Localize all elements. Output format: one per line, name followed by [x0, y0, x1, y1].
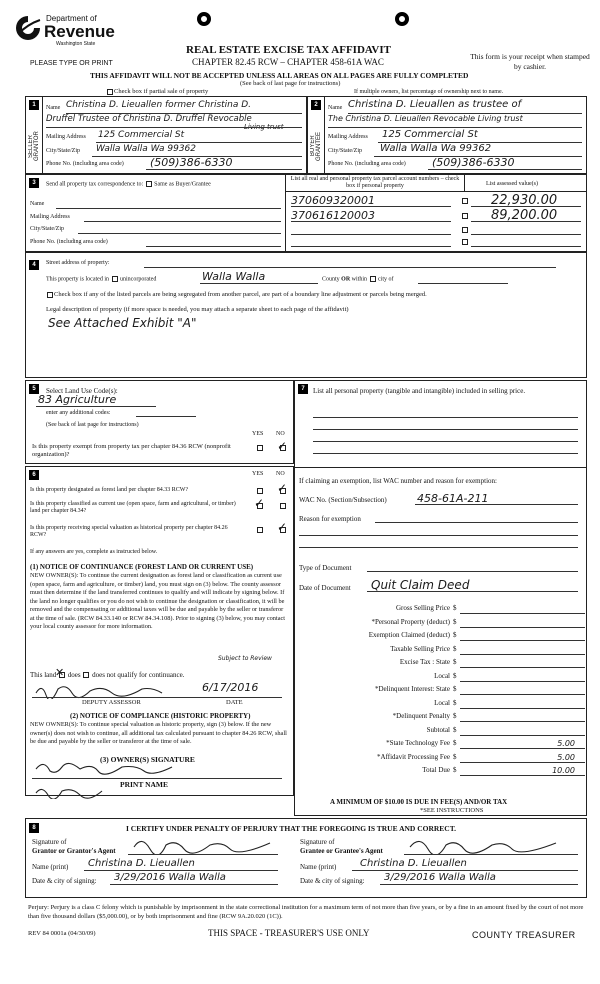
fee-dollar-sign: $ — [453, 752, 457, 761]
fee-value[interactable]: 5.00 — [557, 739, 575, 748]
fee-label: *Personal Property (deduct) — [371, 617, 450, 626]
treasurer-space-label: THIS SPACE - TREASURER'S USE ONLY — [208, 928, 370, 938]
section-8-certification — [25, 818, 587, 898]
street-address-label: Street address of property: — [46, 260, 110, 266]
buyer-city-label: City/State/Zip — [328, 148, 362, 154]
seller-mailing-label: Mailing Address — [46, 134, 86, 140]
section-7-number: 7 — [298, 384, 308, 394]
grantor-name-label: Name (print) — [32, 863, 69, 871]
fee-line — [460, 627, 585, 628]
owner-print-name-scribble — [32, 785, 112, 799]
county-value[interactable]: Walla Walla — [202, 270, 266, 283]
dor-logo — [14, 12, 154, 50]
buyer-name-label: Name — [328, 105, 343, 111]
fee-line — [460, 735, 585, 736]
exemption-label: If claiming an exemption, list WAC number and reason for exemption: — [299, 477, 497, 485]
fee-label: *State Technology Fee — [386, 739, 450, 747]
section-4-number: 4 — [29, 260, 39, 270]
personal-property-label: List all personal property (tangible and intangible) included in selling price. — [313, 387, 526, 395]
assessor-date-value[interactable]: 6/17/2016 — [202, 681, 259, 694]
fee-dollar-sign: $ — [453, 698, 457, 707]
buyer-mailing-label: Mailing Address — [328, 134, 368, 140]
receipt-note: This form is your receipt when stamped by cashier. — [470, 52, 590, 71]
exempt-question: Is this property exempt from property tax per chapter 84.36 RCW (nonprofit organization)? — [32, 443, 231, 458]
historic-no-check-mark: ✓ — [277, 520, 288, 534]
parcel-header: List all real and personal property tax parcel account numbers – check box if personal property — [290, 176, 460, 189]
parcel-assessed-value[interactable]: 89,200.00 — [491, 208, 558, 223]
grantee-sig-label2: Grantee or Grantee's Agent — [300, 847, 383, 855]
partial-sale-label: Check box if partial sale of property — [114, 88, 209, 95]
does-not-qualify-checkbox[interactable] — [83, 672, 89, 678]
section-5-number: 5 — [29, 384, 39, 394]
reason-label: Reason for exemption — [299, 515, 361, 523]
notice1-text: NEW OWNER(S): To continue the current designation as forest land or classification as current use (open space, farm and agriculture, or timber) land, you must sign on (3) below. The county assessor must then determine if the land transferred continues to qualify and will indicate by signing below. If the land no longer qualifies or you do not wish to continue the designation or classification, it will be removed and the compensating or additional taxes will be due and payable by the seller or transferor at the time of sale. (RCW 84.33.140 or RCW 84.34.108). Prior to signing (3) below, you may contact your local county assessor for more information. — [30, 572, 286, 630]
grantor-signature — [130, 835, 280, 855]
corr-mailing-label: Mailing Address — [30, 214, 70, 220]
fee-label: Taxable Selling Price — [390, 644, 450, 653]
fee-dollar-sign: $ — [453, 766, 457, 774]
buyer-phone-value[interactable]: (509)386-6330 — [432, 156, 515, 169]
land-qualify-row — [30, 671, 184, 679]
seller-city-label: City/State/Zip — [46, 148, 80, 154]
county-treasurer-label: COUNTY TREASURER — [472, 930, 576, 940]
assessor-label: DEPUTY ASSESSOR — [82, 699, 141, 706]
does-label: does — [67, 671, 81, 679]
form-title: REAL ESTATE EXCISE TAX AFFIDAVIT — [186, 44, 391, 56]
historic-yes-checkbox[interactable] — [257, 527, 263, 533]
grantor-name-value[interactable]: Christina D. Lieuallen — [88, 858, 195, 869]
grantor-sig-label1: Signature of — [32, 838, 67, 846]
does-qualify-x-mark: ✕ — [55, 666, 65, 679]
fee-label: Local — [434, 698, 450, 707]
same-as-buyer-label: Same as Buyer/Grantee — [154, 181, 211, 188]
fee-row — [300, 658, 585, 669]
land-use-see-back: (See back of last page for instructions) — [46, 422, 139, 428]
fee-label: Excise Tax : State — [399, 658, 450, 666]
grantee-sig-label1: Signature of — [300, 838, 335, 846]
fee-row — [300, 699, 585, 710]
section-2-number: 2 — [311, 100, 321, 110]
wac-label: WAC No. (Section/Subsection) — [299, 496, 387, 504]
fee-dollar-sign: $ — [453, 685, 457, 693]
land-use-value[interactable]: 83 Agriculture — [38, 393, 117, 406]
fee-row — [300, 604, 585, 615]
fee-line — [460, 708, 585, 709]
seller-side-label: SELLER GRANTOR — [28, 131, 40, 161]
print-name-label: PRINT NAME — [120, 780, 168, 789]
grantee-name-label: Name (print) — [300, 863, 337, 871]
seller-phone-label: Phone No. (including area code) — [46, 161, 124, 167]
form-warning: THIS AFFIDAVIT WILL NOT BE ACCEPTED UNLESS ALL AREAS ON ALL PAGES ARE FULLY COMPLETED — [90, 71, 469, 80]
fee-dollar-sign: $ — [453, 644, 457, 653]
parcel-row — [291, 194, 581, 208]
parcel-row-empty — [291, 224, 581, 236]
grantee-date-city-label: Date & city of signing: — [300, 877, 365, 885]
fee-row — [300, 739, 585, 750]
fee-label: *Delinquent Interest: State — [374, 685, 450, 693]
county-label: County — [322, 276, 340, 283]
buyer-name-line2[interactable]: The Christina D. Lieuallen Revocable Living trust — [328, 114, 523, 123]
grantee-name-value[interactable]: Christina D. Lieuallen — [360, 858, 467, 869]
personal-property-checkbox[interactable] — [462, 239, 468, 245]
forest-yes-checkbox[interactable] — [257, 488, 263, 494]
doc-type-label: Type of Document — [299, 564, 352, 572]
fee-line — [460, 694, 585, 695]
buyer-side-label: BUYER GRANTEE — [310, 131, 322, 161]
grantee-signature — [406, 835, 566, 855]
form-chapter: CHAPTER 82.45 RCW – CHAPTER 458-61A WAC — [192, 57, 384, 67]
section-4-property — [25, 252, 587, 378]
section-8-number: 8 — [29, 823, 39, 833]
wac-value[interactable]: 458-61A-211 — [417, 492, 489, 505]
send-correspondence-row — [46, 181, 211, 187]
punch-hole-right — [395, 12, 409, 26]
same-as-buyer-checkbox[interactable] — [146, 181, 152, 187]
parcel-assessed-value[interactable]: 22,930.00 — [491, 193, 558, 208]
fee-row — [300, 645, 585, 656]
any-yes-note: If any answers are yes, complete as instructed below. — [30, 549, 158, 555]
personal-property-checkbox[interactable] — [462, 227, 468, 233]
multiple-owners-note: If multiple owners, list percentage of ownership next to name. — [354, 89, 504, 95]
minimum-fee-note: A MINIMUM OF $10.00 IS DUE IN FEE(S) AND/OR TAX — [330, 798, 508, 806]
owner-signature — [32, 759, 182, 777]
fee-label: Gross Selling Price — [395, 604, 450, 612]
fee-label: Subtotal — [426, 725, 450, 734]
fee-value[interactable]: 5.00 — [557, 752, 575, 762]
fee-dollar-sign: $ — [453, 658, 457, 666]
fee-dollar-sign: $ — [453, 617, 457, 626]
section-7-sale — [294, 380, 587, 816]
fee-label: *Delinquent Penalty — [392, 712, 450, 720]
parcel-row-empty — [291, 236, 581, 248]
see-back-header: (See back of last page for instructions) — [240, 80, 341, 87]
assessor-date-label: DATE — [226, 699, 243, 706]
segregated-checkbox[interactable] — [47, 292, 53, 298]
within-city-checkbox[interactable] — [370, 276, 376, 282]
send-label: Send all property tax correspondence to: — [46, 181, 144, 188]
notice2-title: (2) NOTICE OF COMPLIANCE (HISTORIC PROPERTY) — [70, 712, 251, 720]
fee-line — [460, 654, 585, 655]
fee-dollar-sign: $ — [453, 712, 457, 720]
unincorporated-label: unincorporated — [120, 276, 157, 283]
subject-to-review-note: Subject to Review — [218, 655, 272, 662]
forest-no-check-mark: ✓ — [277, 481, 288, 495]
fee-line — [460, 640, 585, 641]
fee-line — [460, 775, 585, 776]
fee-row — [300, 618, 585, 629]
fee-row — [300, 672, 585, 683]
seller-city-value[interactable]: Walla Walla Wa 99362 — [96, 144, 197, 154]
sec6-yes-header: YES — [252, 471, 264, 477]
assessed-header: List assessed value(s) — [486, 181, 538, 187]
fee-label: Exemption Claimed (deduct) — [368, 631, 450, 639]
grantee-date-city-value[interactable]: 3/29/2016 Walla Walla — [384, 872, 496, 883]
sec6-no-header: NO — [276, 471, 285, 477]
seller-mailing-value[interactable]: 125 Commercial St — [98, 130, 185, 140]
sec5-yes-header: YES — [252, 431, 264, 437]
doc-date-label: Date of Document — [299, 584, 351, 592]
corr-name-label: Name — [30, 201, 45, 207]
fee-dollar-sign: $ — [453, 725, 457, 734]
fee-line — [460, 613, 585, 614]
seller-name-line2[interactable]: Druffel Trustee of Christina D. Druffel Revocable — [46, 114, 252, 124]
located-prefix: This property is located in — [46, 276, 109, 283]
see-instructions-note: *SEE INSTRUCTIONS — [420, 807, 484, 814]
fee-dollar-sign: $ — [453, 739, 457, 747]
fee-row — [300, 753, 585, 764]
current-use-question: Is this property classified as current use (open space, farm and agricultural, or timber) land per chapter 84.34? — [30, 501, 236, 514]
perjury-statement: Perjury: Perjury is a class C felony which is punishable by imprisonment in the state correctional institution for a maximum term of not more than five years, or by a fine in an amount fixed by the court of not more than five thousand dollars ($5,000.00), or by both imprisonment and fine (RCW 9A.20.020 (1C)). — [28, 904, 584, 920]
fee-dollar-sign: $ — [453, 671, 457, 680]
form-number: REV 84 0001a (04/30/09) — [28, 930, 96, 937]
fee-label: Total Due — [422, 766, 450, 774]
buyer-name-line1[interactable]: Christina D. Lieuallen as trustee of — [348, 99, 522, 110]
parcel-number[interactable]: 370616120003 — [291, 209, 375, 222]
corr-phone-label: Phone No. (including area code) — [30, 239, 108, 245]
city-of-label: city of — [378, 276, 394, 283]
seller-name-line2b[interactable]: Living trust — [244, 123, 284, 131]
or-label: OR — [341, 276, 351, 283]
seller-name-line1[interactable]: Christina D. Lieuallen former Christina D. — [66, 100, 252, 110]
section-3-number: 3 — [29, 178, 39, 188]
exempt-yes-checkbox[interactable] — [257, 445, 263, 451]
fee-row — [300, 685, 585, 696]
county-row — [322, 276, 394, 282]
fee-line — [460, 748, 585, 749]
legal-description-value[interactable]: See Attached Exhibit "A" — [48, 316, 197, 330]
seller-name-label: Name — [46, 105, 61, 111]
current-use-no-checkbox[interactable] — [280, 503, 286, 509]
section-5-land-use — [25, 380, 294, 464]
fee-row — [300, 712, 585, 723]
buyer-mailing-value[interactable]: 125 Commercial St — [382, 129, 478, 140]
legal-label: Legal description of property (if more space is needed, you may attach a separate sheet to each page of the affidavit) — [46, 306, 349, 313]
notice1-title: (1) NOTICE OF CONTINUANCE (FOREST LAND OR CURRENT USE) — [30, 563, 254, 571]
fee-value[interactable]: 10.00 — [552, 766, 575, 775]
grantor-sig-label2: Grantor or Grantor's Agent — [32, 847, 116, 855]
corr-city-label: City/State/Zip — [30, 226, 64, 232]
personal-property-checkbox[interactable] — [462, 198, 468, 204]
certify-statement: I CERTIFY UNDER PENALTY OF PERJURY THAT THE FOREGOING IS TRUE AND CORRECT. — [126, 824, 457, 833]
seller-phone-value[interactable]: (509)386-6330 — [150, 156, 233, 169]
current-use-yes-check-mark: ✓ — [254, 496, 265, 510]
dor-dept-line3: Washington State — [56, 41, 96, 47]
grantor-date-city-value[interactable]: 3/29/2016 Walla Walla — [114, 872, 226, 883]
fee-label: Local — [434, 671, 450, 680]
fee-label: *Affidavit Processing Fee — [377, 752, 450, 761]
fee-dollar-sign: $ — [453, 631, 457, 639]
grantor-date-city-label: Date & city of signing: — [32, 877, 97, 885]
partial-sale-checkbox[interactable] — [107, 89, 113, 95]
dor-logo-icon — [14, 14, 42, 42]
segregated-row — [46, 291, 427, 298]
section-1-seller — [25, 96, 307, 174]
parcel-row — [291, 209, 581, 223]
additional-codes-label: enter any additional codes: — [46, 410, 111, 416]
section-3-correspondence — [25, 174, 587, 252]
fee-line — [460, 762, 585, 763]
fee-line — [460, 667, 585, 668]
doc-date-value[interactable]: Quit Claim Deed — [371, 578, 470, 592]
fee-dollar-sign: $ — [453, 604, 457, 612]
this-land-label: This land — [30, 671, 57, 679]
fee-row — [300, 766, 585, 777]
section-2-buyer — [307, 96, 587, 174]
dor-dept-line2: Revenue — [44, 22, 115, 41]
punch-hole-left — [197, 12, 211, 26]
parcel-number[interactable]: 370609320001 — [291, 194, 375, 207]
section-6-number: 6 — [29, 470, 39, 480]
within-label: within — [351, 276, 368, 283]
partial-sale-row — [106, 88, 208, 95]
owner-signature-label: (3) OWNER(S) SIGNATURE — [100, 755, 195, 764]
does-not-label: does not qualify for continuance. — [92, 671, 185, 679]
historic-question: Is this property receiving special valuation as historical property per chapter 84.26 RCW? — [30, 525, 228, 538]
fee-row — [300, 726, 585, 737]
section-1-number: 1 — [29, 100, 39, 110]
fee-line — [460, 721, 585, 722]
fee-line — [460, 681, 585, 682]
exempt-no-check-mark: ✓ — [277, 439, 288, 453]
notice2-text: NEW OWNER(S): To continue special valuation as historic property, sign (3) below. If the new owner(s) does not wish to continue, all additional tax calculated pursuant to chapter 84.26 RCW, shall be due and payable by the seller or transferor at the time of sale. — [30, 721, 287, 745]
dor-dept-line1: Department of — [46, 14, 97, 23]
personal-property-checkbox[interactable] — [462, 213, 468, 219]
buyer-city-value[interactable]: Walla Walla Wa 99362 — [380, 143, 492, 154]
sec5-no-header: NO — [276, 431, 285, 437]
located-row — [46, 276, 156, 282]
forest-question: Is this property designated as forest land per chapter 84.33 RCW? — [30, 487, 189, 493]
section-6-designation — [25, 466, 294, 796]
unincorporated-checkbox[interactable] — [112, 276, 118, 282]
please-type: PLEASE TYPE OR PRINT — [30, 60, 113, 67]
land-use-label: Select Land Use Code(s): — [46, 387, 118, 395]
segregated-label: Check box if any of the listed parcels are being segregated from another parcel, are part of a boundary line adjustment or parcels being merged. — [54, 291, 427, 298]
fee-row — [300, 631, 585, 642]
buyer-phone-label: Phone No. (including area code) — [328, 161, 406, 167]
